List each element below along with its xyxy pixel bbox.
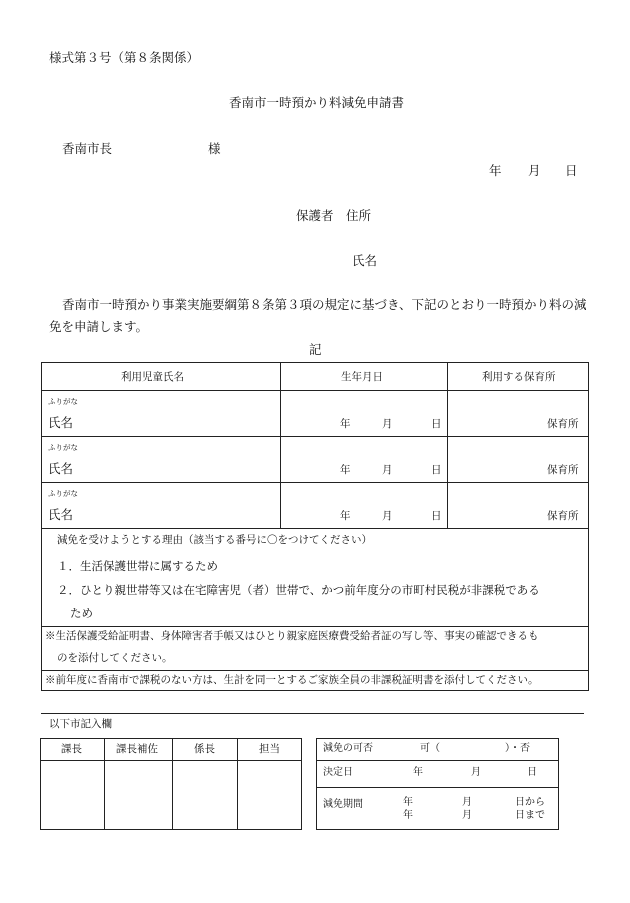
- addressee: 香南市長: [62, 141, 113, 156]
- date-year-label: 年: [489, 163, 502, 178]
- note-2: ※前年度に香南市で課税のない方は、生計を同一とするご家族全員の非課税証明書を添付してください。: [45, 674, 539, 686]
- period-to-day: 日まで: [515, 810, 545, 821]
- decision-table: [316, 738, 559, 830]
- date-month-label: 月: [528, 163, 541, 178]
- birth-month: 月: [382, 418, 393, 430]
- reason-intro: 減免を受けようとする理由（該当する番号に〇をつけてください）: [57, 534, 372, 546]
- stamp-box-deputy-chief[interactable]: [105, 761, 172, 829]
- period-label: 減免期間: [323, 799, 363, 810]
- decision-day: 日: [527, 767, 537, 778]
- honorific: 様: [208, 141, 221, 156]
- stamp-header-section-chief: 課長: [61, 743, 82, 755]
- note-1-line-2: のを添付してください。: [57, 652, 173, 664]
- stamp-box-section-chief[interactable]: [41, 761, 104, 829]
- header-child-name: 利用児童氏名: [121, 371, 184, 383]
- stamp-table: [40, 738, 302, 830]
- furigana-label: ふりがな: [48, 397, 78, 406]
- furigana-label: ふりがな: [48, 443, 78, 452]
- name-label: 氏名: [352, 253, 378, 268]
- furigana-label: ふりがな: [48, 489, 78, 498]
- approval-no[interactable]: ）・否: [505, 743, 530, 754]
- birth-month: 月: [382, 464, 393, 476]
- decision-date-label: 決定日: [323, 767, 353, 778]
- birth-month: 月: [382, 510, 393, 522]
- stamp-header-deputy-chief: 課長補佐: [116, 743, 158, 755]
- birth-year: 年: [340, 464, 351, 476]
- period-to-month: 月: [462, 810, 472, 821]
- form-number: 様式第３号（第８条関係）: [49, 50, 200, 65]
- date-day-label: 日: [565, 163, 578, 178]
- facility-field[interactable]: 保育所: [547, 418, 579, 430]
- facility-field[interactable]: 保育所: [547, 464, 579, 476]
- period-from-year: 年: [403, 797, 413, 808]
- child-name-field[interactable]: 氏名: [48, 507, 74, 522]
- header-birthdate: 生年月日: [341, 371, 383, 383]
- ki-label: 記: [309, 342, 322, 357]
- body-line-1: 香南市一時預かり事業実施要綱第８条第３項の規定に基づき、下記のとおり一時預かり料の減: [62, 297, 587, 312]
- decision-month: 月: [471, 767, 481, 778]
- address-label: 住所: [346, 208, 372, 223]
- child-name-field[interactable]: 氏名: [48, 415, 74, 430]
- period-to-year: 年: [403, 810, 413, 821]
- note-1-line-1: ※生活保護受給証明書、身体障害者手帳又はひとり親家庭医療費受給者証の写し等、事実の確認できるも: [45, 630, 539, 642]
- approval-label: 減免の可否: [323, 743, 373, 754]
- birth-year: 年: [340, 510, 351, 522]
- form-title: 香南市一時預かり料減免申請書: [229, 95, 405, 110]
- decision-year: 年: [413, 767, 423, 778]
- header-facility: 利用する保育所: [482, 371, 556, 383]
- approval-yes[interactable]: 可（: [420, 743, 440, 754]
- birth-day: 日: [431, 464, 442, 476]
- period-from-month: 月: [462, 797, 472, 808]
- children-table: [41, 362, 589, 691]
- office-use-label: 以下市記入欄: [49, 718, 112, 730]
- reason-item-1[interactable]: １．生活保護世帯に属するため: [57, 559, 218, 573]
- body-line-2: 免を申請します。: [49, 319, 149, 334]
- section-divider: [41, 713, 584, 714]
- reason-item-2[interactable]: ２．ひとり親世帯等又は在宅障害児（者）世帯で、かつ前年度分の市町村民税が非課税である: [57, 583, 540, 597]
- stamp-box-staff[interactable]: [238, 761, 301, 829]
- child-name-field[interactable]: 氏名: [48, 461, 74, 476]
- stamp-box-unit-chief[interactable]: [173, 761, 237, 829]
- birth-year: 年: [340, 418, 351, 430]
- period-from-day: 日から: [515, 797, 545, 808]
- facility-field[interactable]: 保育所: [547, 510, 579, 522]
- guardian-label: 保護者: [296, 208, 334, 223]
- birth-day: 日: [431, 418, 442, 430]
- birth-day: 日: [431, 510, 442, 522]
- stamp-header-staff: 担当: [259, 743, 280, 755]
- stamp-header-unit-chief: 係長: [194, 743, 215, 755]
- reason-item-2-cont: ため: [70, 606, 93, 620]
